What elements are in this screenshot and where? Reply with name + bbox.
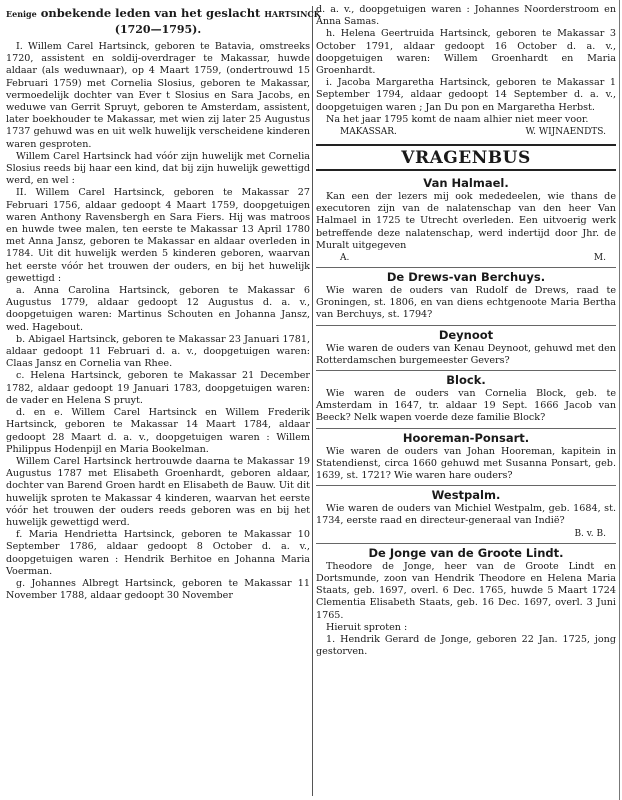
paragraph-willem-carel-i: I. Willem Carel Hartsinck, geboren te Batavia, omstreeks 1720, assistent en soldij-overdrager te Makassar, huwde aldaar (als weduwnaar), op 4 Maart 1759, (ondertrouwd 15 Februari 1759) met Cornelia Slosius, geboren te Makassar, vermoedelijk dochter van Ever t Slosius en Sara Jacobs, en weduwe van Gerrit Spruyt, geboren te Amsterdam, assistent, later boekhouder te Makassar, met wien zij later 25 Augustus 1737 gehuwd was en uit welk huwelijk verscheidene kinderen waren gesproten. xyxy=(6,41,310,150)
title-prefix: Eenige xyxy=(6,9,37,19)
query-text-van-halmael: Kan een der lezers mij ook mededeelen, wie thans de executoren zijn van de nalatenschap van den heer Van Halmael in 1725 te Utrecht overleden. Een uitvoerig werk betreffende deze nalatenschap, werd indertijd door Jhr. de Muralt uitgegeven xyxy=(316,191,616,251)
query-text-westpalm: Wie waren de ouders van Michiel Westpalm, geb. 1684, st. 1734, eerste raad en directeur-generaal van Indië? xyxy=(316,503,616,527)
query-signature-westpalm xyxy=(316,528,616,540)
query-text-hooreman-ponsart: Wie waren de ouders van Johan Hooreman, kapitein in Statendienst, circa 1660 gehuwd met Susanna Ponsart, geb. 1639, st. 1721? Wie waren hare ouders? xyxy=(316,445,616,482)
title-main: onbekende leden van het geslacht xyxy=(36,6,265,20)
query-text-deynoot: Wie waren de ouders van Kenau Deynoot, gehuwd met den Rotterdamschen burgemeester Gevers? xyxy=(316,342,616,366)
paragraph-child-g-continued: d. a. v., doopgetuigen waren : Johannes Noorderstroom en Anna Samas. xyxy=(316,4,616,28)
article-title xyxy=(6,6,321,21)
paragraph-child-c: c. Helena Hartsinck, geboren te Makassar 21 December 1782, aldaar gedoopt 19 Januari 1783, doopgetuigen waren: de vader en Helena S pruyt. xyxy=(6,370,310,406)
paragraph-child-i: i. Jacoba Margaretha Hartsinck, geboren te Makassar 1 September 1794, aldaar gedoopt 14 September d. a. v., doopgetuigen waren ; Jan Du pon en Margaretha Herbst. xyxy=(316,77,616,113)
right-column xyxy=(316,4,616,796)
paragraph-closing-note: Na het jaar 1795 komt de naam alhier niet meer voor. xyxy=(326,113,589,125)
query-signature-van-halmael xyxy=(316,252,616,264)
signature-initial-right: M. xyxy=(593,253,606,264)
signature-author: W. WIJNAENDTS. xyxy=(525,127,606,138)
signature-place: MAKASSAR. xyxy=(340,127,397,138)
query-text-child-1: 1. Hendrik Gerard de Jonge, geboren 22 Jan. 1725, jong gestorven. xyxy=(316,633,616,658)
query-heading-de-drews: De Drews-van Berchuys. xyxy=(316,267,616,284)
paragraph-child-d-e: d. en e. Willem Carel Hartsinck en Willem Frederik Hartsinck, geboren te Makassar 14 Maart 1784, aldaar gedoopt 28 Maart d. a. v., doopgetuigen waren : Willem Philippus Hodenpijl en Maria Bookelman. xyxy=(6,407,310,455)
query-heading-van-halmael: Van Halmael. xyxy=(423,176,509,191)
paragraph-willem-carel-ii: II. Willem Carel Hartsinck, geboren te Makassar 27 Februari 1756, aldaar gedoopt 4 Maart 1759, doopgetuigen waren Anthony Ravensbergh en Sara Fiers. Hij was matroos en huwde twee malen, ten eerste te Makassar 13 April 1780 met Anna Jansz, geboren te Makassar en aldaar overleden in 1784. Uit dit huwelijk werden 5 kinderen geboren, waarvan het eerste vóór het trouwen der ouders, en bij het huwelijk gewettigd : xyxy=(6,187,310,284)
signature-initial-right: B. v. B. xyxy=(574,528,606,539)
query-heading-hooreman-ponsart: Hooreman-Ponsart. xyxy=(316,428,616,445)
left-column xyxy=(6,4,321,796)
query-heading-block: Block. xyxy=(316,370,616,387)
paragraph-child-a: a. Anna Carolina Hartsinck, geboren te Makassar 6 Augustus 1779, aldaar gedoopt 12 Augustus d. a. v., doopgetuigen waren: Martinus Schouten en Johanna Jansz, wed. Hagebout. xyxy=(6,285,310,333)
paragraph-child-b: b. Abigael Hartsinck, geboren te Makassar 23 Januari 1781, aldaar gedoopt 11 Februari d. a. v., doopgetuigen waren: Claas Jansz en Cornelia van Rhee. xyxy=(6,333,310,370)
query-text-hieruit-sproten: Hieruit sproten : xyxy=(326,621,408,633)
query-text-block: Wie waren de ouders van Cornelia Block, geb. te Amsterdam in 1647, tr. aldaar 19 Sept. 1666 Jacob van Beeck? Nelk wapen voerde deze familie Block? xyxy=(316,388,616,424)
paragraph-child-f: f. Maria Hendrietta Hartsinck, geboren te Makassar 10 September 1786, aldaar gedoopt 8 October d. a. v., doopgetuigen waren : Hendrik Berhitoe en Johanna Maria Voerman. xyxy=(6,529,310,577)
page-edge-line xyxy=(619,0,620,800)
paragraph-second-marriage: Willem Carel Hartsinck hertrouwde daarna te Makassar 19 Augustus 1787 met Elisabeth Groenhardt, geboren aldaar, dochter van Barend Groen hardt en Elisabeth de Bauw. Uit dit huwelijk sproten te Makassar 4 kinderen, waarvan het eerste vóór het trouwen der ouders reeds geboren was en bij het huwelijk gewettigd werd. xyxy=(6,455,310,528)
query-heading-westpalm: Westpalm. xyxy=(316,485,616,502)
signature-initial-left: A. xyxy=(340,253,350,264)
query-heading-deynoot: Deynoot xyxy=(316,325,616,342)
article-signature xyxy=(316,126,616,138)
paragraph-child-before-marriage: Willem Carel Hartsinck had vóór zijn huwelijk met Cornelia Slosius reeds bij haar een kind, dat bij zijn huwelijk gewettigd werd, en wel : xyxy=(6,150,310,187)
query-heading-de-jonge: De Jonge van de Groote Lindt. xyxy=(316,543,616,560)
article-years: (1720—1795). xyxy=(114,23,202,36)
title-family-name: HARTSINCK xyxy=(264,9,321,19)
column-divider xyxy=(312,6,313,796)
query-text-de-jonge: Theodore de Jonge, heer van de Groote Lindt en Dortsmunde, zoon van Hendrik Theodore en Helena Maria Staats, geb. 1697, overl. 6 Dec. 1765, huwde 5 Maart 1724 Clementia Elisabeth Staats, geb. 16 Dec. 1697, overl. 3 Juni 1765. xyxy=(316,560,616,621)
section-heading-vragenbus: VRAGENBUS xyxy=(316,144,616,171)
paragraph-child-h: h. Helena Geertruida Hartsinck, geboren te Makassar 3 October 1791, aldaar gedoopt 16 October d. a. v., doopgetuigen waren: Willem Groenhardt en Maria Groenhardt. xyxy=(316,28,616,77)
paragraph-child-g: g. Johannes Albregt Hartsinck, geboren te Makassar 11 November 1788, aldaar gedoopt 30 November xyxy=(6,577,310,602)
query-text-de-drews: Wie waren de ouders van Rudolf de Drews, raad te Groningen, st. 1806, en van diens echtgenoote Maria Bertha van Berchuys, st. 1794? xyxy=(316,285,616,321)
